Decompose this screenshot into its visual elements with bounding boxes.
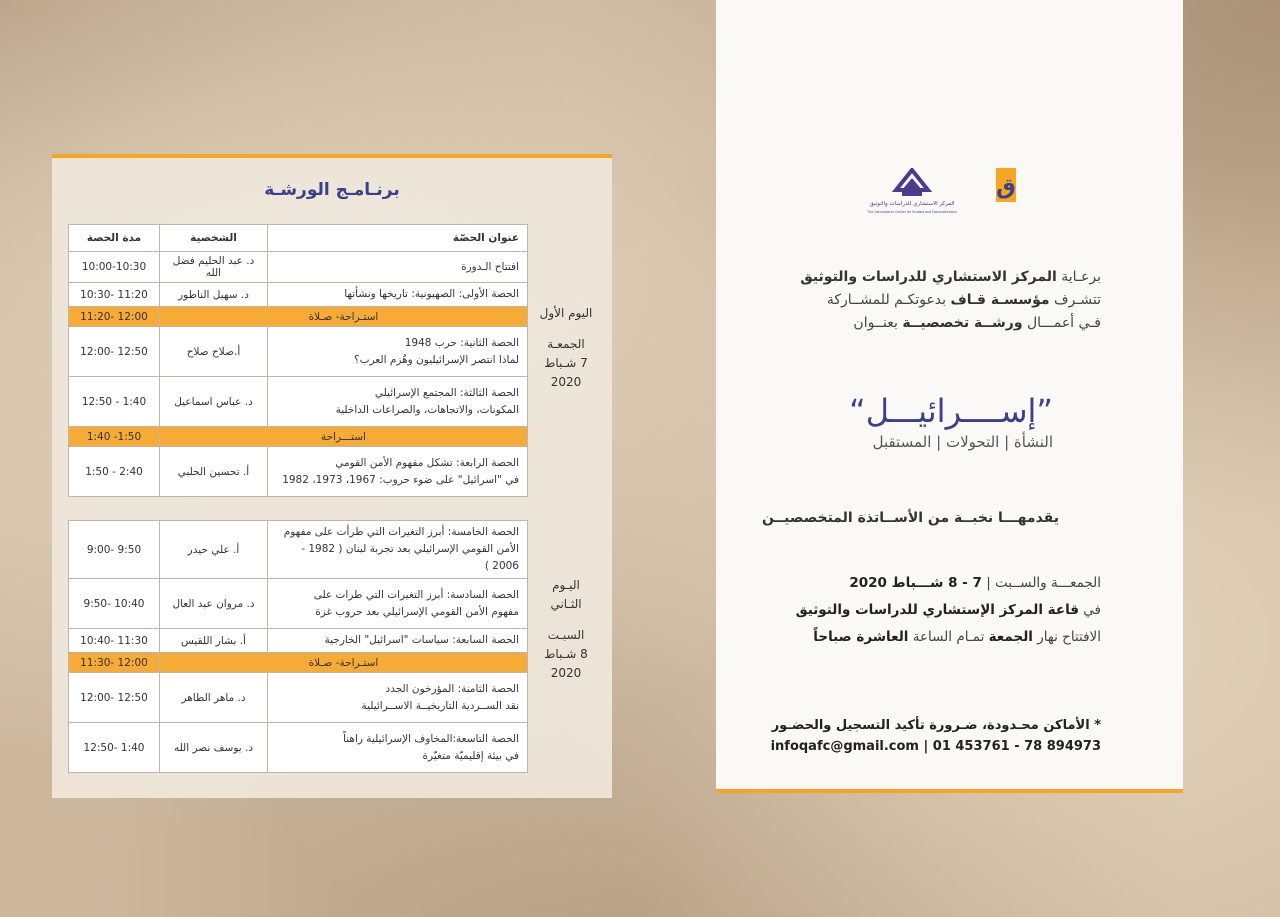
dates-value: 7 - 8 شـــباط 2020 bbox=[849, 575, 982, 591]
logos-row bbox=[866, 168, 1146, 228]
session-title-line: الحصة السادسة: أبرز التغيرات التي طرات على bbox=[313, 588, 519, 601]
session-speaker: د. يوسف نصر الله bbox=[160, 723, 268, 773]
workshop-type: ورشــة تخصصيــة bbox=[902, 315, 1023, 331]
break-label: استـراحة- صـلاة bbox=[160, 653, 528, 673]
workshop-title: ”إســــرائيـــل“ bbox=[849, 392, 1053, 430]
workshop-suffix: بعنــوان bbox=[853, 315, 903, 331]
session-title bbox=[268, 521, 528, 579]
session-title-line: في بيئة إقليميّة متغيّرة bbox=[422, 749, 519, 762]
session-row bbox=[69, 447, 528, 497]
host-suffix: بدعوتكـم للمشــاركة bbox=[826, 292, 951, 308]
program-panel bbox=[52, 154, 612, 798]
event-details bbox=[741, 570, 1101, 651]
day2-label-line: اليـوم bbox=[552, 578, 580, 592]
schedule-table-day1 bbox=[68, 224, 528, 497]
session-title-line: افتتاح الـدورة bbox=[461, 260, 519, 273]
session-title bbox=[268, 447, 528, 497]
invitation-panel bbox=[716, 0, 1183, 793]
dates-line bbox=[741, 570, 1101, 597]
presented-by: يقدمهـــا نخبــة من الأســاتذة المتخصصيــن bbox=[762, 510, 1059, 526]
day1-label-line: اليوم الأول bbox=[539, 306, 593, 320]
session-row bbox=[69, 283, 528, 307]
session-time: 11:30- 12:00 bbox=[69, 653, 160, 673]
session-title bbox=[268, 283, 528, 307]
registration-note bbox=[741, 715, 1101, 757]
invitation-intro bbox=[721, 266, 1101, 335]
sponsor-line bbox=[721, 266, 1101, 289]
header-person: الشخصية bbox=[160, 225, 268, 252]
session-time: 12:00- 12:50 bbox=[69, 673, 160, 723]
session-speaker: د. مروان عبد العال bbox=[160, 579, 268, 629]
day1-label-line: 2020 bbox=[550, 375, 582, 389]
sponsor-prefix: برعـاية bbox=[1056, 269, 1101, 285]
host-line bbox=[721, 289, 1101, 312]
day2-label-line: الثـاني bbox=[550, 597, 582, 611]
day2-label-line: 2020 bbox=[550, 666, 582, 680]
session-speaker: د. عباس اسماعيل bbox=[160, 377, 268, 427]
session-speaker: د. عبد الحليم فضل الله bbox=[160, 252, 268, 283]
break-row bbox=[69, 653, 528, 673]
session-title-line: المكونات، والاتجاهات، والصراعات الداخلية bbox=[335, 403, 519, 416]
day1-label-line: الجمعـة bbox=[547, 337, 585, 351]
host-name: مؤسسـة قـاف bbox=[950, 292, 1050, 308]
session-row bbox=[69, 673, 528, 723]
opening-time: العاشرة صباحاً bbox=[813, 629, 909, 645]
session-row bbox=[69, 327, 528, 377]
day2-label bbox=[526, 576, 606, 683]
venue-prefix: في bbox=[1079, 602, 1101, 618]
session-row bbox=[69, 579, 528, 629]
session-time: 11:20- 12:00 bbox=[69, 307, 160, 327]
day1-rows bbox=[69, 252, 528, 497]
day1-label-line: 7 شـباط bbox=[544, 356, 588, 370]
session-row bbox=[69, 723, 528, 773]
session-row bbox=[69, 252, 528, 283]
session-title bbox=[268, 723, 528, 773]
session-time: 12:50- 1:40 bbox=[69, 723, 160, 773]
session-row bbox=[69, 377, 528, 427]
host-prefix: تتشـرف bbox=[1049, 292, 1101, 308]
consultative-center-logo bbox=[866, 168, 958, 218]
session-time: 10:40- 11:30 bbox=[69, 629, 160, 653]
sponsor-name: المركز الاستشاري للدراسات والتوثيق bbox=[800, 269, 1057, 285]
session-title-line: الأمن القومي الإسرائيلي بعد تجربة لبنان ( 1982 - 2006 ) bbox=[301, 543, 519, 572]
session-title-line: الحصة الثالثة: المجتمع الإسرائيلي bbox=[374, 386, 519, 399]
session-row bbox=[69, 629, 528, 653]
break-row bbox=[69, 427, 528, 447]
day1-label bbox=[526, 304, 606, 392]
session-time: 1:50 - 2:40 bbox=[69, 447, 160, 497]
contact-info[interactable]: infoqafc@gmail.com | 01 453761 - 78 894973 bbox=[770, 739, 1101, 754]
session-title bbox=[268, 629, 528, 653]
session-title bbox=[268, 673, 528, 723]
session-time: 12:50 - 1:40 bbox=[69, 377, 160, 427]
table-header-row bbox=[69, 225, 528, 252]
session-time: 9:50- 10:40 bbox=[69, 579, 160, 629]
qaf-logo-letter: ق bbox=[996, 175, 1016, 200]
session-time: 9:00- 9:50 bbox=[69, 521, 160, 579]
day2-label-line: 8 شـباط bbox=[544, 647, 588, 661]
session-title-line: الحصة السابعة: سياسات "اسرائيل" الخارجية bbox=[324, 634, 519, 646]
session-speaker: د. ماهر الطاهر bbox=[160, 673, 268, 723]
opening-line bbox=[741, 624, 1101, 651]
session-speaker: أ. بشار اللقيس bbox=[160, 629, 268, 653]
session-title-line: الحصة الخامسة: أبرز التغيرات التي طرأت على مفهوم bbox=[283, 526, 519, 538]
session-speaker: أ. تحسين الحلبي bbox=[160, 447, 268, 497]
break-label: استـراحة- صـلاة bbox=[160, 307, 528, 327]
day2-label-line: السبـت bbox=[547, 628, 585, 642]
header-title: عنوان الحصّة bbox=[268, 225, 528, 252]
session-speaker: أ.صلاح صلاح bbox=[160, 327, 268, 377]
session-title bbox=[268, 252, 528, 283]
session-time: 1:40 -1:50 bbox=[69, 427, 160, 447]
day2-rows bbox=[69, 521, 528, 773]
session-title-line: نقد الســردية التاريخيــة الاســرائيلية bbox=[361, 699, 519, 712]
header-time: مدة الحصة bbox=[69, 225, 160, 252]
program-title: برنـامـج الورشـة bbox=[264, 180, 400, 200]
session-title-line: مفهوم الأمن القومي الإسرائيلي بعد حروب غزة bbox=[315, 605, 519, 618]
note-text: * الأماكن محـدودة، ضـرورة تأكيد التسجيل والحضـور bbox=[771, 718, 1101, 733]
logo-text-en: The Consultative Center for Studies and Documentation bbox=[867, 210, 957, 214]
session-title-line: الحصة الأولى: الصهيونية: تاريخها ونشأتها bbox=[344, 288, 519, 300]
opening-mid: تمـام الساعة bbox=[908, 629, 989, 645]
session-title-line: في "اسرائيل" على ضوء حروب: 1967، 1973، 1982 bbox=[282, 473, 519, 486]
session-time: 10:30- 11:20 bbox=[69, 283, 160, 307]
workshop-subtitle: النشأة | التحولات | المستقبل bbox=[872, 433, 1053, 451]
session-time: 10:00-10:30 bbox=[69, 252, 160, 283]
opening-day: الجمعة bbox=[988, 629, 1033, 645]
logo-text-ar: المركز الاستشاري للدراسات والتوثيق bbox=[869, 201, 955, 207]
qaf-logo bbox=[996, 168, 1016, 202]
session-speaker: أ. علي حيدر bbox=[160, 521, 268, 579]
session-title-line: لماذا انتصر الإسرائيليون وهُزم العرب؟ bbox=[354, 353, 519, 366]
session-row bbox=[69, 521, 528, 579]
opening-prefix: الافتتاح نهار bbox=[1032, 629, 1101, 645]
dates-days: الجمعـــة والســبت | bbox=[981, 575, 1101, 591]
session-title-line: الحصة الثانية: حرب 1948 bbox=[404, 336, 519, 349]
workshop-line bbox=[721, 312, 1101, 335]
session-title-line: الحصة التاسعة:المخاوف الإسرائيلية راهناً bbox=[343, 732, 519, 745]
workshop-prefix: فـي أعمـــال bbox=[1022, 315, 1101, 331]
venue-line bbox=[741, 597, 1101, 624]
session-time: 12:00- 12:50 bbox=[69, 327, 160, 377]
session-title-line: الحصة الثامنة: المؤرخون الجدد bbox=[385, 682, 519, 695]
schedule-table-day2 bbox=[68, 520, 528, 773]
session-title bbox=[268, 377, 528, 427]
session-title bbox=[268, 579, 528, 629]
break-label: استـــراحة bbox=[160, 427, 528, 447]
break-row bbox=[69, 307, 528, 327]
session-title-line: الحصة الرابعة: تشكل مفهوم الأمن القومي bbox=[335, 456, 519, 469]
session-speaker: د. سهيل الناطور bbox=[160, 283, 268, 307]
session-title bbox=[268, 327, 528, 377]
venue-name: قاعة المركز الإستشاري للدراسات والتوثيق bbox=[795, 602, 1079, 618]
